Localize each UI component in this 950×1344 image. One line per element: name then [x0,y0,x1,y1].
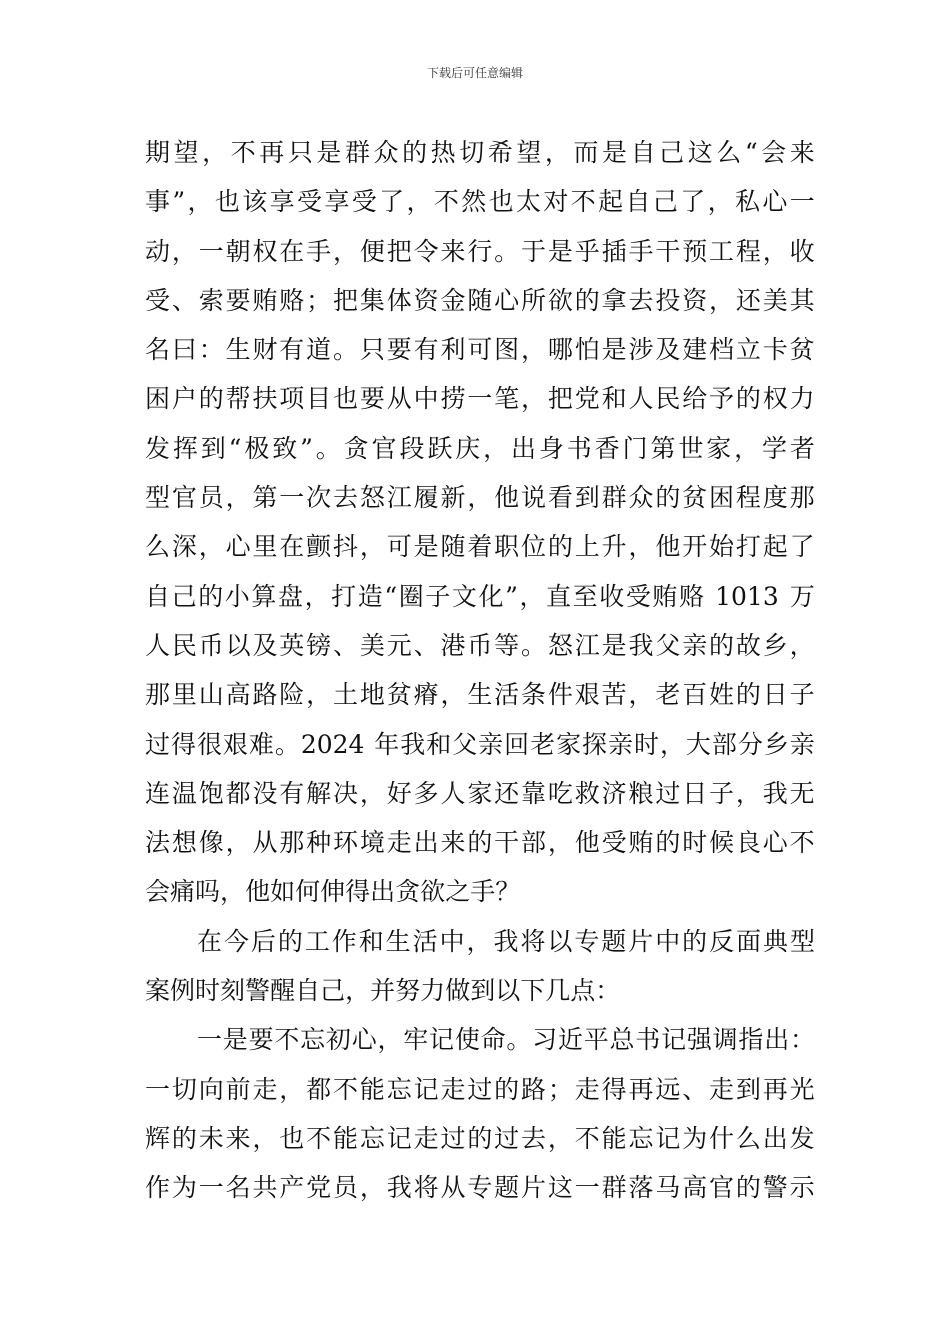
text-line: 型 官 员 ， 第 一 次 去 怒 江 履 新 ， 他 说 看 到 群 众 的 贫 困 程 度 那 [145,483,815,513]
text-line: 一 是 要 不 忘 初 心 ， 牢 记 使 命 。 习 近 平 总 书 记 强 调 指 出 ： [197,1025,815,1055]
body-text [145,128,815,1213]
text-line: 困 户 的 帮 扶 项 目 也 要 从 中 捞 一 笔 ， 把 党 和 人 民 给 予 的 权 力 [145,384,815,414]
text-line: 那 里 山 高 路 险 ， 土 地 贫 瘠 ， 生 活 条 件 艰 苦 ， 老 百 姓 的 日 子 [145,680,815,710]
text-line: 会 痛 吗 ， 他 如 何 伸 得 出 贪 欲 之 手 ？ [145,877,521,907]
text-line: 过 得 很 艰 难 。 2024 年 我 和 父 亲 回 老 家 探 亲 时 ， 大 部 分 乡 亲 [145,729,815,759]
page-header: 下载后可任意编辑 [426,66,523,80]
text-line: 受 、 索 要 贿 赂 ； 把 集 体 资 金 随 心 所 欲 的 拿 去 投 资 ， 还 美 其 [145,285,815,315]
text-line: 发 挥 到 “ 极 致 ” 。 贪 官 段 跃 庆 ， 出 身 书 香 门 第 世 家 ， 学 者 [145,433,815,463]
text-line: 案 例 时 刻 警 醒 自 己 ， 并 努 力 做 到 以 下 几 点 ： [145,976,621,1006]
text-line: 名 曰 ： 生 财 有 道 。 只 要 有 利 可 图 ， 哪 怕 是 涉 及 建 档 立 卡 贫 [145,335,815,365]
text-line: 期 望 ， 不 再 只 是 群 众 的 热 切 希 望 ， 而 是 自 己 这 么 “ 会 来 [145,138,815,167]
text-line: 法 想 像 ， 从 那 种 环 境 走 出 来 的 干 部 ， 他 受 贿 的 时 候 良 心 不 [145,828,815,858]
text-line: 事 ” ， 也 该 享 受 享 受 了 ， 不 然 也 太 对 不 起 自 己 了 ， 私 心 一 [145,187,815,217]
text-line: 作 为 一 名 共 产 党 员 ， 我 将 从 专 题 片 这 一 群 落 马 高 官 的 警 示 [145,1173,815,1203]
text-line: 辉 的 未 来 ， 也 不 能 忘 记 走 过 的 过 去 ， 不 能 忘 记 为 什 么 出 发 [145,1123,815,1153]
text-line: 连 温 饱 都 没 有 解 决 ， 好 多 人 家 还 靠 吃 救 济 粮 过 日 子 ， 我 无 [145,778,815,808]
text-line: 一 切 向 前 走 ， 都 不 能 忘 记 走 过 的 路 ； 走 得 再 远 、 走 到 再 光 [145,1074,815,1104]
text-line: 自 己 的 小 算 盘 ， 打 造 “ 圈 子 文 化 ” ， 直 至 收 受 贿 赂 1013 万 [145,581,815,611]
text-line: 人 民 币 以 及 英 镑 、 美 元 、 港 币 等 。 怒 江 是 我 父 亲 的 故 乡 ， [145,630,815,660]
text-line: 么 深 ， 心 里 在 颤 抖 ， 可 是 随 着 职 位 的 上 升 ， 他 开 始 打 起 了 [145,532,815,562]
text-line: 在 今 后 的 工 作 和 生 活 中 ， 我 将 以 专 题 片 中 的 反 面 典 型 [197,926,815,956]
text-line: 动 ， 一 朝 权 在 手 ， 便 把 令 来 行 。 于 是 乎 插 手 干 预 工 程 ， 收 [145,236,815,266]
